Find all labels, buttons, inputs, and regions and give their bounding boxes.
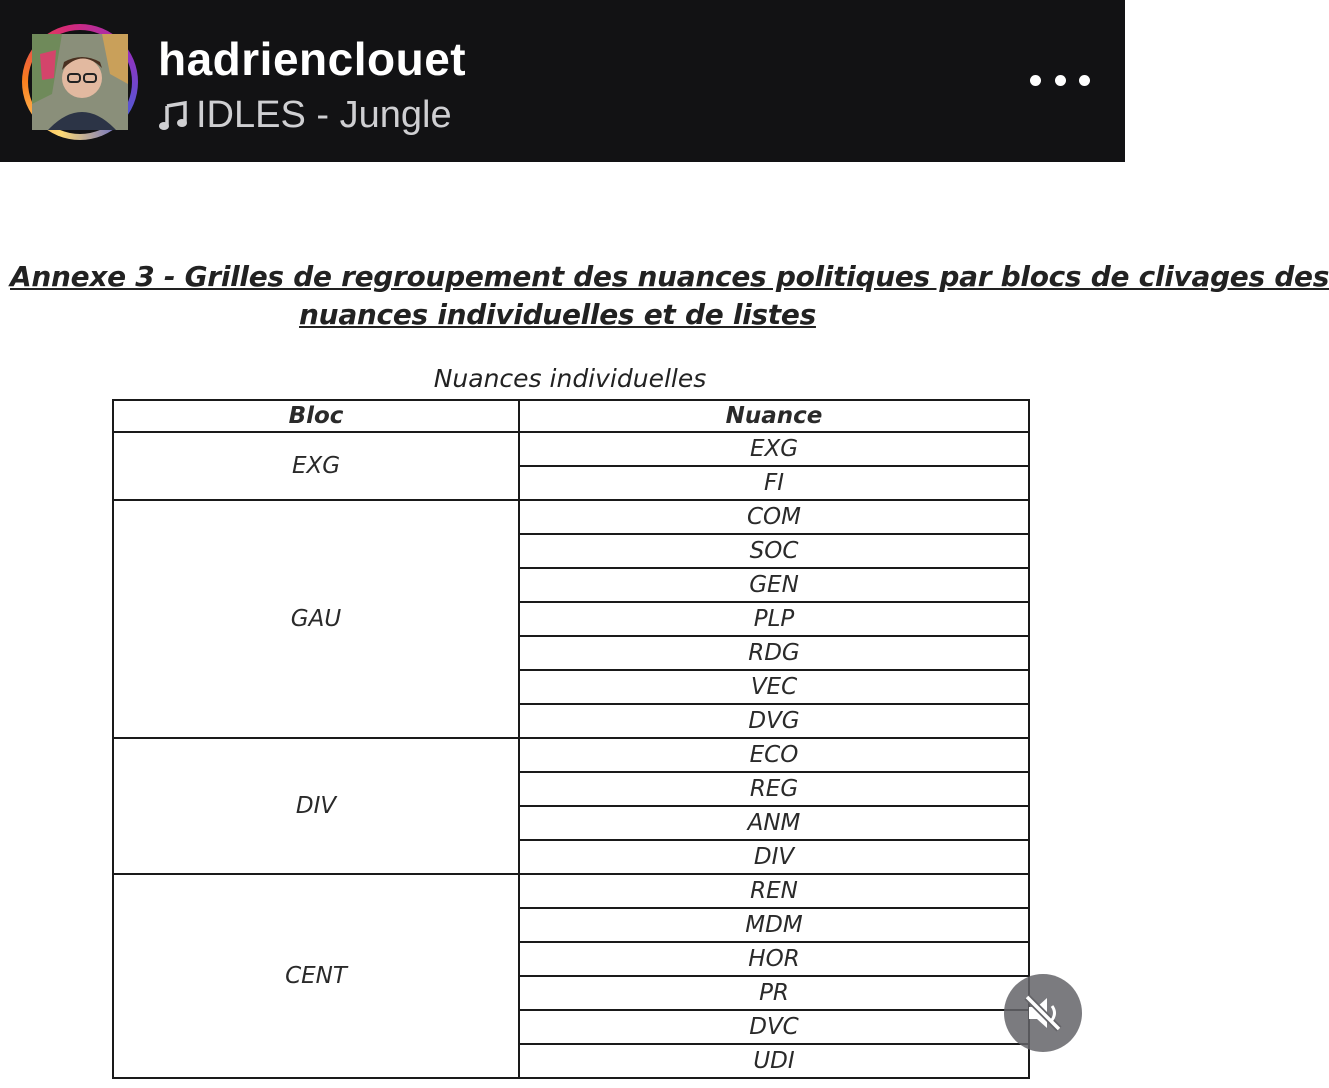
table-row <box>113 738 1029 772</box>
dot <box>1030 75 1041 86</box>
profile-avatar[interactable] <box>22 24 138 140</box>
nuances-table <box>112 399 1030 1079</box>
nuance-cell: EXG <box>519 432 1029 466</box>
muted-speaker-icon <box>1021 991 1065 1035</box>
table-row <box>113 874 1029 908</box>
dot <box>1055 75 1066 86</box>
username[interactable]: hadrienclouet <box>158 33 467 85</box>
story-header <box>0 0 1125 162</box>
avatar-image <box>28 30 132 134</box>
nuance-cell: VEC <box>519 670 1029 704</box>
music-title: IDLES - Jungle <box>196 94 452 136</box>
column-header-nuance: Nuance <box>519 400 1029 432</box>
music-note-icon <box>158 100 190 132</box>
nuance-cell: PR <box>519 976 1029 1010</box>
nuance-cell: COM <box>519 500 1029 534</box>
nuance-cell: ANM <box>519 806 1029 840</box>
document-title <box>10 258 1329 334</box>
nuance-cell: PLP <box>519 602 1029 636</box>
table-row <box>113 500 1029 534</box>
bloc-cell: GAU <box>113 500 519 738</box>
bloc-cell: DIV <box>113 738 519 874</box>
nuance-cell: UDI <box>519 1044 1029 1078</box>
nuance-cell: FI <box>519 466 1029 500</box>
nuance-cell: DIV <box>519 840 1029 874</box>
document-title-line-2: nuances individuelles et de listes <box>299 298 816 331</box>
table-caption: Nuances individuelles <box>433 364 707 393</box>
bloc-cell: EXG <box>113 432 519 500</box>
table-row <box>113 432 1029 466</box>
nuance-cell: ECO <box>519 738 1029 772</box>
nuance-cell: REG <box>519 772 1029 806</box>
mute-button[interactable] <box>1004 974 1082 1052</box>
column-header-bloc: Bloc <box>113 400 519 432</box>
table-header-row <box>113 400 1029 432</box>
nuance-cell: RDG <box>519 636 1029 670</box>
music-track[interactable] <box>158 94 452 137</box>
document-title-line-1: Annexe 3 - Grilles de regroupement des nuances politiques par blocs de clivages des <box>10 260 1329 293</box>
nuance-cell: DVG <box>519 704 1029 738</box>
nuance-cell: SOC <box>519 534 1029 568</box>
bloc-cell: CENT <box>113 874 519 1078</box>
nuance-cell: REN <box>519 874 1029 908</box>
more-options-icon[interactable] <box>1030 66 1090 94</box>
nuance-cell: HOR <box>519 942 1029 976</box>
nuance-cell: GEN <box>519 568 1029 602</box>
nuance-cell: MDM <box>519 908 1029 942</box>
nuance-cell: DVC <box>519 1010 1029 1044</box>
dot <box>1079 75 1090 86</box>
